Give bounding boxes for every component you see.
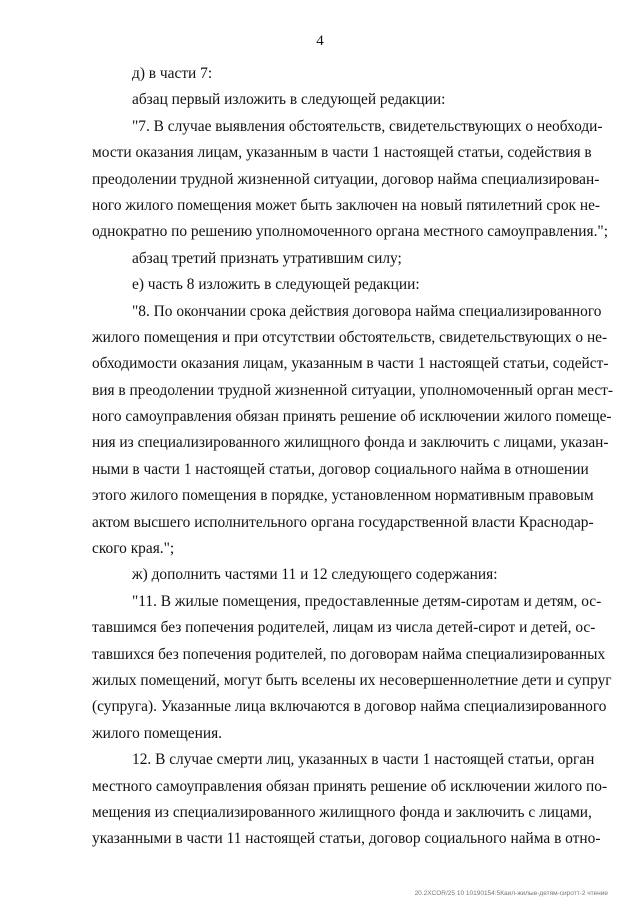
- paragraph: [92, 61, 584, 87]
- text-line: мости оказания лицам, указанным в части 1 настоящей статьи, содействия в: [92, 144, 592, 162]
- text-line: местного самоуправления обязан принять решение об исключении жилого по-: [92, 777, 608, 795]
- paragraph: [92, 747, 608, 853]
- text-line: тавшихся без попечения родителей, по договорам найма специализированных: [92, 645, 606, 663]
- text-line: ного жилого помещения может быть заключен на новый пятилетний срок не-: [92, 196, 601, 214]
- page-number: 4: [316, 33, 324, 49]
- text-line: мещения из специализированного жилищного фонда и заключить с лицами,: [92, 803, 592, 821]
- text-line: (супруга). Указанные лица включаются в договор найма специализированного: [92, 698, 607, 716]
- text-line: е) часть 8 изложить в следующей редакции:: [132, 276, 420, 294]
- text-line: ского края.";: [92, 540, 175, 558]
- text-line: ж) дополнить частями 11 и 12 следующего содержания:: [132, 566, 498, 584]
- text-line: "11. В жилые помещения, предоставленные детям-сиротам и детям, ос-: [132, 592, 602, 610]
- document-body: [92, 61, 614, 853]
- text-line: ния из специализированного жилищного фонда и заключить с лицами, указан-: [92, 434, 609, 452]
- paragraph: [92, 272, 584, 298]
- text-line: обходимости оказания лицам, указанным в части 1 настоящей статьи, содейст-: [92, 355, 609, 373]
- text-line: жилого помещения.: [92, 724, 223, 742]
- text-line: ного самоуправления обязан принять решение об исключении жилого помеще-: [92, 408, 612, 426]
- document-footer-code: 20.2XCOR/25 10 10190154:5Каил-жилые-детям-сиротт-2 чтение: [414, 890, 608, 897]
- text-line: ными в части 1 настоящей статьи, договор социального найма в отношении: [92, 460, 589, 478]
- text-line: "7. В случае выявления обстоятельств, свидетельствующих о необходи-: [132, 117, 603, 135]
- paragraph: [92, 246, 584, 272]
- text-line: тавшимся без попечения родителей, лицам из числа детей-сирот и детей, ос-: [92, 619, 596, 637]
- paragraph: [92, 114, 608, 246]
- text-line: жилого помещения и при отсутствии обстоятельств, свидетельствующих о не-: [92, 328, 608, 346]
- paragraph: [92, 589, 612, 747]
- text-line: 12. В случае смерти лиц, указанных в части 1 настоящей статьи, орган: [132, 751, 595, 769]
- paragraph: [92, 87, 584, 113]
- text-line: однократно по решению уполномоченного органа местного самоуправления.";: [92, 223, 608, 241]
- text-line: жилых помещений, могут быть вселены их несовершеннолетние дети и супруг: [92, 671, 612, 689]
- text-line: д) в части 7:: [132, 65, 213, 82]
- paragraph: [92, 299, 614, 563]
- paragraph: [92, 562, 584, 588]
- text-line: вия в преодолении трудной жизненной ситуации, уполномоченный орган мест-: [92, 381, 614, 399]
- text-line: преодолении трудной жизненной ситуации, договор найма специализирован-: [92, 170, 600, 188]
- text-line: абзац третий признать утратившим силу;: [132, 249, 402, 267]
- text-line: этого жилого помещения в порядке, установленном нормативным правовым: [92, 487, 594, 505]
- text-line: указанными в части 11 настоящей статьи, договор социального найма в отно-: [92, 830, 601, 848]
- text-line: абзац первый изложить в следующей редакции:: [132, 91, 446, 109]
- text-line: актом высшего исполнительного органа государственной власти Краснодар-: [92, 513, 594, 531]
- text-line: "8. По окончании срока действия договора найма специализированного: [132, 302, 602, 320]
